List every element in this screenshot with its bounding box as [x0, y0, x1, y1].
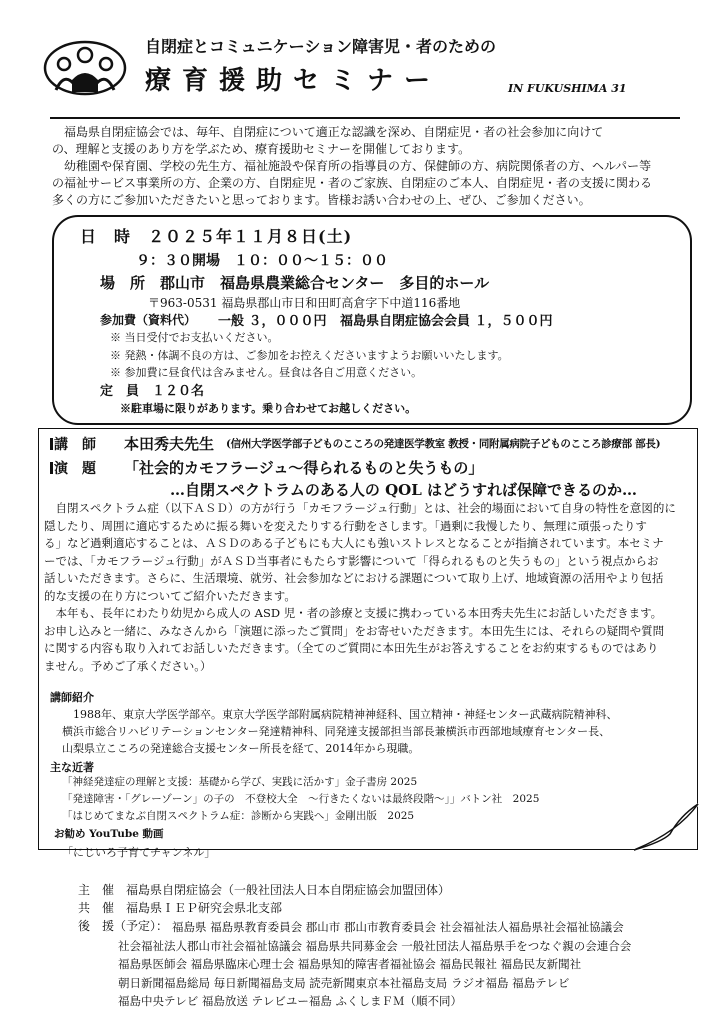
logo-icon [42, 38, 128, 98]
label-bar [50, 438, 53, 450]
description-line: 自閉スペクトラム症（以下ＡＳＤ）の方が行う「カモフラージュ行動」とは、社会的場面において自身の特性を意図的に [44, 501, 676, 515]
topic-sub: …自閉スペクトラムのある人の QOL はどうすれば保障できるのか… [170, 481, 637, 499]
profile-line: 山梨県立こころの発達総合支援センター所長を経て、2014年から現職。 [62, 742, 420, 755]
lecture-description [44, 500, 690, 675]
topic-main: 「社会的カモフラージュ～得られるものと失うもの」 [124, 459, 484, 477]
speaker-label-text: 講 師 [54, 437, 96, 453]
event-note: ※ 発熱・体調不良の方は、ご参加をお控えくださいますようお願いいたします。 [110, 349, 509, 362]
event-note: ※ 参加費に昼食代は含みません。昼食は各自ご用意ください。 [110, 366, 423, 379]
description-line: る」など過剰適応することは、ＡＳＤのある子どもにも大人にも強いストレスとなることが指摘されています。本セミナ [44, 536, 664, 550]
description-line: 本年も、長年にわたり幼児から成人の ASD 児・者の診療と支援に携わっている本田秀夫先生にお話しいただきます。 [44, 606, 663, 620]
intro-line: 多くの方にご参加いただきたいと思っております。皆様お誘い合わせの上、ぜひ、ご参加ください。 [52, 193, 591, 207]
support-line: 社会福祉法人郡山市社会福祉協議会 福島県共同募金会 一般社団法人福島県手をつなぐ親の会連合会 [118, 938, 632, 953]
support-label: 後 援（予定）： [78, 919, 169, 933]
fee-member: 福島県自閉症協会会員 １，５００円 [340, 314, 553, 329]
support-line: 福島県医師会 福島県臨床心理士会 福島県知的障害者福祉協会 福島民報社 福島民友新聞社 [118, 957, 582, 971]
cohost-label: 共 催 [78, 901, 115, 915]
intro-line: 福島県自閉症協会では、毎年、自閉症について適正な認識を深め、自閉症児・者の社会参加に向けて [52, 125, 604, 139]
description-line: 話しいただきます。さらに、生活環境、就労、社会参加などにおける課題について取り上げ、地域資源の活用やより包括 [44, 571, 664, 585]
youtube-heading: お勧め YouTube 動画 [54, 828, 164, 840]
book-item: 「神経発達症の理解と支援：基礎から学び、実践に活かす」金子書房 2025 [62, 776, 418, 788]
intro-line: の、理解と支援のあり方を学ぶため、療育援助セミナーを開催しております。 [52, 142, 471, 156]
speaker-label [50, 434, 96, 454]
label-bar [50, 462, 53, 474]
cohost: 福島県ＩＥＰ研究会県北支部 [126, 901, 283, 915]
youtube-channel: 「にじいろ子育てチャンネル」 [62, 846, 216, 859]
profile-line: 1988年、東京大学医学部卒。東京大学医学部附属病院精神神経科、国立精神・神経センター武蔵病院精神科、 [62, 708, 618, 721]
topic-label [50, 458, 96, 478]
description-line: ーでは、「カモフラージュ行動」がＡＳＤ当事者にもたらす影響について「得られるものと失うもの」という視点からお [44, 553, 659, 568]
seminar-title: 療育援助セミナー [145, 66, 442, 96]
event-date: 日 時 ２０２５年１１月８日(土) [80, 227, 353, 246]
description-line: 的な支援の在り方についてご紹介いただきます。 [44, 588, 296, 603]
profile-heading: 講師紹介 [50, 691, 94, 704]
intro-line: 幼稚園や保育園、学校の先生方、福祉施設や保育所の指導員の方、保健師の方、病院関係者の方、ヘルパー等 [52, 159, 652, 173]
event-venue: 場 所 郡山市 福島県農業総合センター 多目的ホール [100, 274, 490, 292]
description-line: お申し込みと一緒に、みなさんから「演題に添ったご質問」をお寄せいただきます。本田先生には、それらの疑問や質問 [44, 623, 665, 638]
event-address: 〒963-0531 福島県郡山市日和田町高倉字下中道116番地 [148, 296, 461, 310]
support-line: 朝日新聞福島総局 毎日新聞福島支局 読売新聞東京本社福島支局 ラジオ福島 福島テレビ [118, 975, 570, 990]
description-line: ません。予めご了承ください。） [44, 658, 212, 673]
books-heading: 主な近著 [50, 761, 94, 774]
support-line: 福島県 福島県教育委員会 郡山市 郡山市教育委員会 社会福祉法人福島県社会福祉協議会 [172, 920, 624, 934]
fee-label: 参加費（資料代） [100, 313, 197, 327]
fee-general: 一般 ３，０００円 [218, 314, 327, 329]
organizer-label: 主 催 [78, 883, 115, 897]
profile-line: 横浜市総合リハビリテーションセンター発達精神科、同発達支援部担当部長兼横浜市西部地域療育センター長、 [62, 725, 611, 738]
organizer: 福島県自閉症協会（一般社団法人日本自閉症協会加盟団体） [126, 883, 451, 897]
intro-line: の福祉サービス事業所の方、企業の方、自閉症児・者のご家族、自閉症のご本人、自閉症児・者の支援に関わる [52, 176, 653, 190]
speaker-profile [62, 706, 618, 757]
parking-notice: ※駐車場に限りがあります。乗り合わせてお越しください。 [120, 402, 417, 415]
book-item: 「発達障害・「グレーゾーン」の子の 不登校大全 ～行きたくないは最終段階～」」バトン社 2025 [62, 793, 540, 805]
intro-paragraph [52, 124, 692, 209]
support-line: 福島中央テレビ 福島放送 テレビユー福島 ふくしまＦＭ（順不同） [118, 994, 463, 1008]
event-capacity: 定 員 １２０名 [100, 384, 205, 399]
event-note: ※ 当日受付でお支払いください。 [110, 331, 279, 344]
description-line: に関する内容も取り入れてお話しいただきます。（全てのご質問に本田先生がお答えすることをお約束するものではあり [44, 641, 659, 655]
book-list [62, 774, 539, 825]
title-underline [50, 117, 680, 119]
book-item: 「はじめてまなぶ自閉スペクトラム症：診断から実践へ」金剛出版 2025 [62, 810, 415, 822]
edition-label: IN FUKUSHIMA 31 [508, 82, 627, 95]
page-curl-icon [632, 802, 700, 852]
support-list [118, 918, 631, 1011]
speaker-affiliation: (信州大学医学部子どものこころの発達医学教室 教授・同附属病院子どものこころ診療部 部長) [226, 438, 661, 450]
topic-label-text: 演 題 [54, 461, 96, 477]
seminar-subtitle: 自閉症とコミュニケーション障害児・者のための [145, 37, 497, 56]
description-line: 隠したり、周囲に適応するために振る舞いを変えたりする行動をさします。「過剰に我慢したり、無理に頑張ったりす [44, 518, 647, 533]
event-time: ９：３０開場 １０：００～１５：００ [136, 253, 388, 269]
speaker-name: 本田秀夫先生 [124, 435, 215, 453]
